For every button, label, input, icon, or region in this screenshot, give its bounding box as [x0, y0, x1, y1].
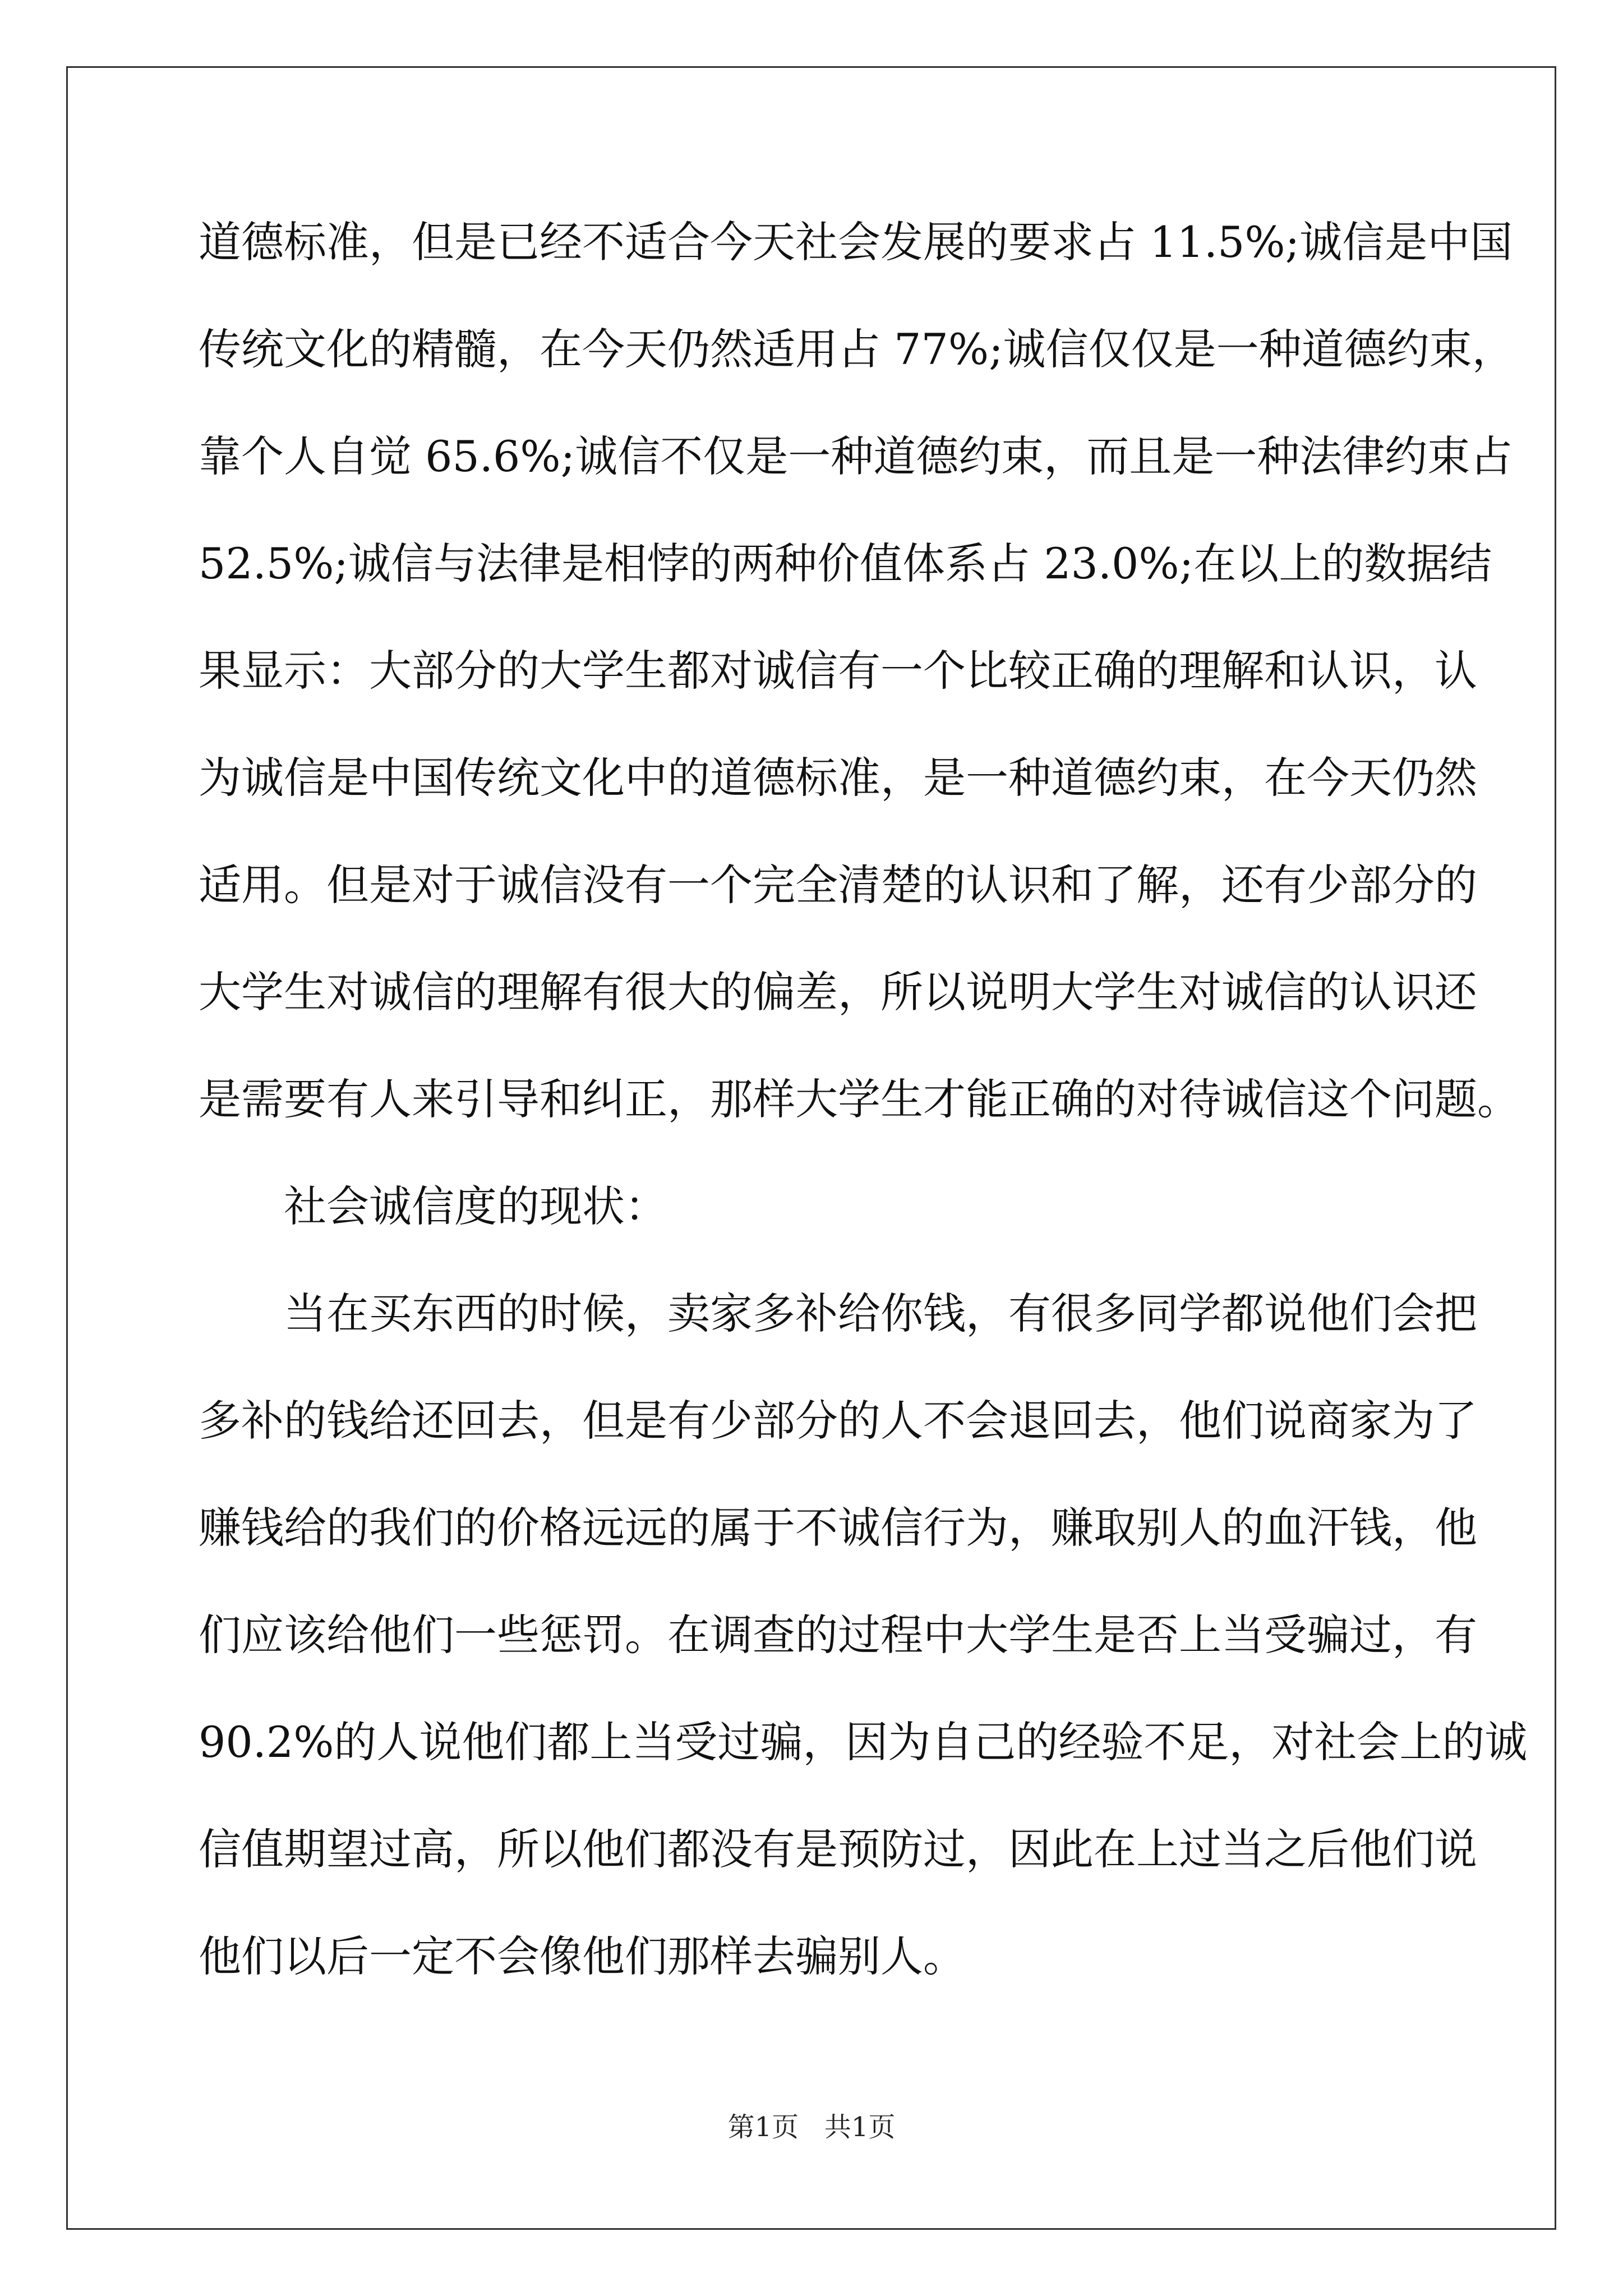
- text-line-3: 靠个人自觉 65.6%;诚信不仅是一种道德约束，而且是一种法律约束占: [199, 431, 1513, 481]
- document-body: [199, 213, 1528, 2035]
- text-line-5: 果显示：大部分的大学生都对诚信有一个比较正确的理解和认识，认: [199, 646, 1477, 696]
- text-line-9: 是需要有人来引导和纠正，那样大学生才能正确的对待诚信这个问题。: [199, 1074, 1520, 1124]
- text-line-17: 他们以后一定不会像他们那样去骗别人。: [199, 1931, 966, 1981]
- text-line-15: 90.2%的人说他们都上当受过骗，因为自己的经验不足，对社会上的诚: [199, 1717, 1528, 1767]
- text-line-13: 赚钱给的我们的价格远远的属于不诚信行为，赚取别人的血汗钱，他: [199, 1503, 1477, 1553]
- text-line-1: 道德标准，但是已经不适合今天社会发展的要求占 11.5%;诚信是中国: [199, 217, 1513, 267]
- text-line-11: 当在买东西的时候，卖家多补给你钱，有很多同学都说他们会把: [284, 1289, 1477, 1338]
- text-line-6: 为诚信是中国传统文化中的道德标准，是一种道德约束，在今天仍然: [199, 753, 1477, 803]
- text-line-16: 信值期望过高，所以他们都没有是预防过，因此在上过当之后他们说: [199, 1824, 1477, 1874]
- text-line-12: 多补的钱给还回去，但是有少部分的人不会退回去，他们说商家为了: [199, 1396, 1477, 1446]
- text-line-4: 52.5%;诚信与法律是相悖的两种价值体系占 23.0%;在以上的数据结: [199, 539, 1492, 588]
- text-line-2: 传统文化的精髓，在今天仍然适用占 77%;诚信仅仅是一种道德约束，: [199, 324, 1515, 374]
- text-line-14: 们应该给他们一些惩罚。在调查的过程中大学生是否上当受骗过，有: [199, 1610, 1477, 1660]
- page-number-footer: 第1页 共1页: [727, 2111, 896, 2143]
- section-heading: 社会诚信度的现状：: [284, 1181, 667, 1231]
- text-line-8: 大学生对诚信的理解有很大的偏差，所以说明大学生对诚信的认识还: [199, 967, 1477, 1017]
- text-line-7: 适用。但是对于诚信没有一个完全清楚的认识和了解，还有少部分的: [199, 860, 1477, 910]
